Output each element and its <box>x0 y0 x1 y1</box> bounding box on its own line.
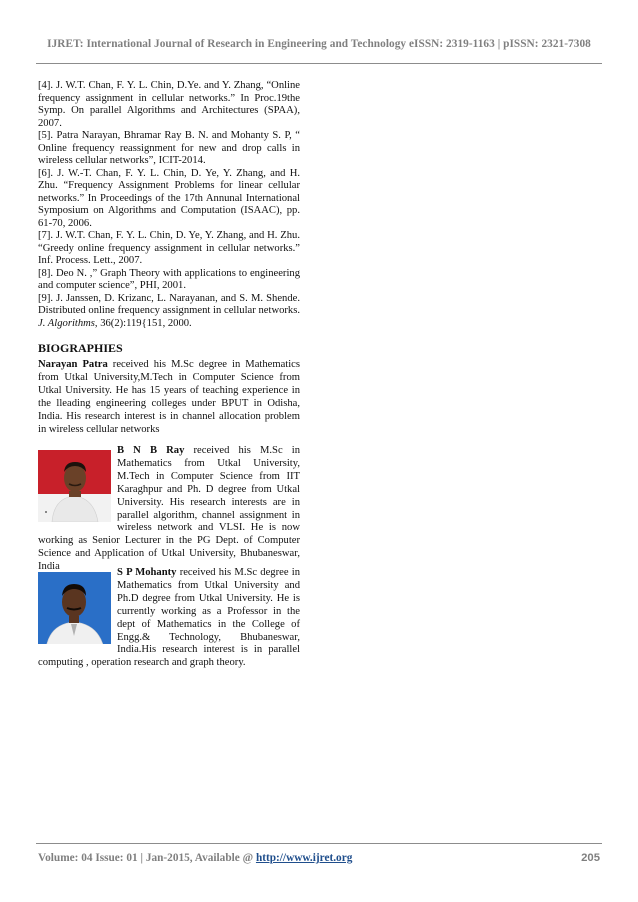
reference-text: J. W.T. Chan, F. Y. L. Chin, D.Ye. and Y. Zhang, “Online frequency assignment in cellular networks.” In Proc.19the Symp. On parallel Algorithms and Architectures (SPAA), 2007. <box>38 80 301 129</box>
author-photo-ray <box>38 450 111 522</box>
reference-text: Deo N. ,” Graph Theory with applications to engineering and computer science”, PHI, 2001. <box>38 267 300 291</box>
reference-item <box>38 230 300 268</box>
footer-prefix: Volume: 04 Issue: 01 | Jan-2015, Available @ <box>38 852 256 864</box>
page-number: 205 <box>581 852 600 864</box>
bio-text: received his M.Sc in Mathematics from Utkal University, M.Tech in Computer Science from IIT Karaghpur and Ph. D degree from Utkal University. His research interests are in parallel algorithm, channel assignment in wireless network and VLSI. He is now working as Senior Lecturer in the PG Dept. of Computer Science and Application of Utkal University, Bhubaneswar, India <box>38 445 300 573</box>
references-list <box>38 80 300 330</box>
reference-label: [5]. <box>38 130 54 141</box>
reference-label: [7]. <box>38 230 54 241</box>
biography-bnb-ray <box>38 445 300 574</box>
biography-narayan-patra <box>38 359 300 436</box>
reference-label: [6]. <box>38 167 54 179</box>
reference-label: [4]. <box>38 80 54 91</box>
reference-item <box>38 293 300 331</box>
reference-text-tail: , 36(2):119{151, 2000. <box>94 317 192 329</box>
reference-item <box>38 268 300 293</box>
footer-rule <box>36 843 602 844</box>
reference-item <box>38 80 300 130</box>
journal-link[interactable]: http://www.ijret.org <box>255 852 353 864</box>
reference-item <box>38 168 300 231</box>
bio-text: received his M.Sc degree in Mathematics from Utkal University and Ph.D degree from Utkal University. He is currently working as a Professor in the dept of Mathematics in the College of Engg.& Technology, Bhubaneswar, India.His research interest is in parallel computing , operation research and graph theory. <box>38 567 300 669</box>
reference-text: Patra Narayan, Bhramar Ray B. N. and Mohanty S. P, “ Online frequency reassignment for new and drop calls in wireless cellular networks”, ICIT-2014. <box>38 130 300 166</box>
reference-item <box>38 130 300 168</box>
reference-label: [8]. <box>38 267 54 279</box>
reference-journal: J. Algorithms <box>38 317 95 329</box>
biography-sp-mohanty <box>38 567 300 670</box>
footer-volume-info <box>38 852 352 864</box>
author-photo-mohanty <box>38 572 111 644</box>
header-rule <box>36 63 602 64</box>
reference-text: J. Janssen, D. Krizanc, L. Narayanan, and S. M. Shende. Distributed online frequency assignment in cellular networks. <box>38 292 300 316</box>
bio-name: S P Mohanty <box>117 567 177 578</box>
journal-header: IJRET: International Journal of Research in Engineering and Technology eISSN: 2319-1163 | pISSN: 2321-7308 <box>47 38 591 50</box>
biographies-title: BIOGRAPHIES <box>38 341 123 355</box>
bio-name: B N B Ray <box>117 445 185 456</box>
bio-text: received his M.Sc degree in Mathematics from Utkal University,M.Tech in Computer Science from Utkal University. He has 15 years of teaching experience in the lleading engineering colleges under BPUT in Odisha, India. His research interest is in channel allocation problem in wireless cellular networks <box>38 359 301 435</box>
reference-text: J. W.-T. Chan, F. Y. L. Chin, D. Ye, Y. Zhang, and H. Zhu. “Frequency Assignment Problems for linear cellular networks.” In Proceedings of the 17th Annunal International Symposium on Algorithms and Computation (ISAAC), pp. 61-70, 2006. <box>38 167 300 229</box>
reference-text: J. W.T. Chan, F. Y. L. Chin, D. Ye, Y. Zhang, and H. Zhu. “Greedy online frequency assignment in cellular networks.” Inf. Process. Lett., 2007. <box>38 230 300 266</box>
bio-name: Narayan Patra <box>38 359 108 370</box>
reference-label: [9]. <box>38 292 54 304</box>
